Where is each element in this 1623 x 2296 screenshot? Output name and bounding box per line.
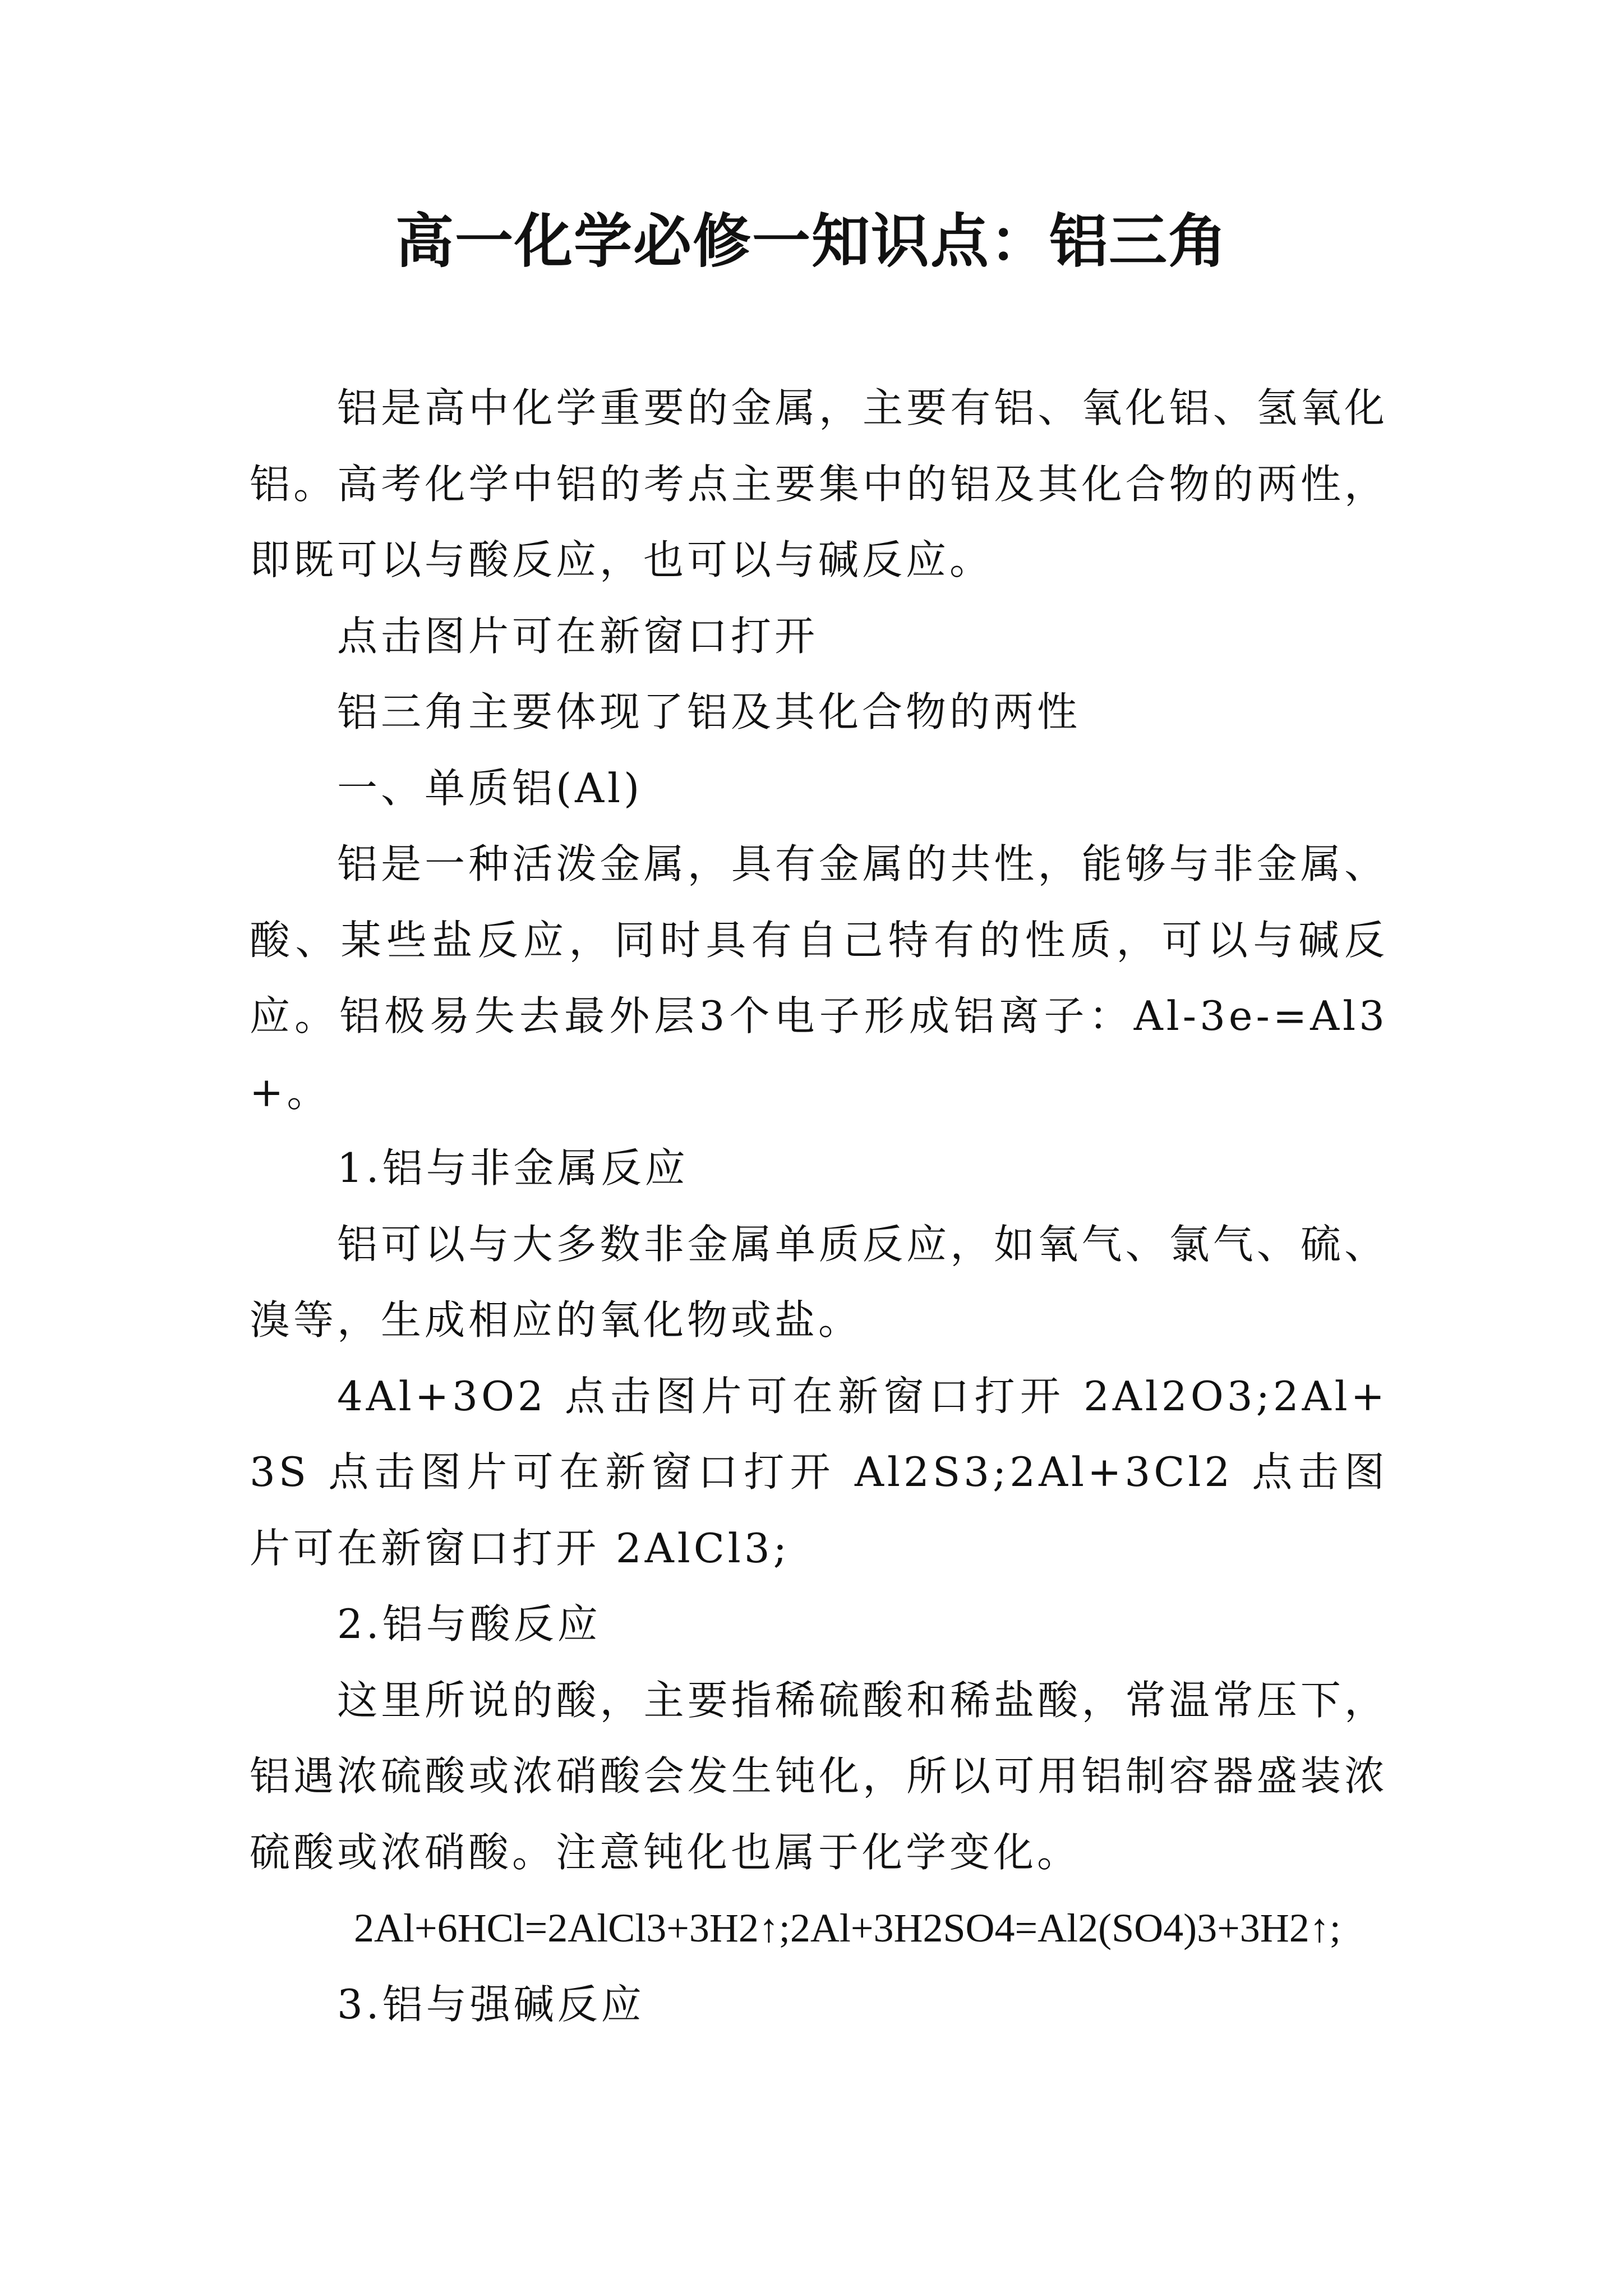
subheading-acid-reaction: 2.铝与酸反应 xyxy=(337,1600,601,1648)
image-caption: 点击图片可在新窗口打开 xyxy=(337,612,819,660)
elemental-aluminum-paragraph: 铝是一种活泼金属，具有金属的共性，能够与非金属、酸、某些盐反应，同时具有自己特有的性质，可以与碱反应。铝极易失去最外层3个电子形成铝离子：Al-3e-=Al3+。 xyxy=(250,840,1388,1116)
acid-reaction-paragraph: 这里所说的酸，主要指稀硫酸和稀盐酸，常温常压下，铝遇浓硫酸或浓硝酸会发生钝化，所以可用铝制容器盛装浓硫酸或浓硝酸。注意钝化也属于化学变化。 xyxy=(250,1676,1388,1876)
intro-paragraph: 铝是高中化学重要的金属，主要有铝、氧化铝、氢氧化铝。高考化学中铝的考点主要集中的铝及其化合物的两性，即既可以与酸反应，也可以与碱反应。 xyxy=(250,384,1388,583)
section-heading-elemental-aluminum: 一、单质铝(Al) xyxy=(337,764,643,812)
subheading-strong-base-reaction: 3.铝与强碱反应 xyxy=(337,1980,645,2028)
acid-reaction-equations: 2Al+6HCl=2AlCl3+3H2↑;2Al+3H2SO4=Al2(SO4)3+3H2↑; xyxy=(354,1906,1341,1950)
subheading-nonmetal-reaction: 1.铝与非金属反应 xyxy=(337,1144,689,1191)
nonmetal-reaction-paragraph: 铝可以与大多数非金属单质反应，如氧气、氯气、硫、溴等，生成相应的氧化物或盐。 xyxy=(250,1220,1388,1343)
aluminum-triangle-note: 铝三角主要体现了铝及其化合物的两性 xyxy=(337,688,1081,735)
document-body xyxy=(250,370,1388,2042)
nonmetal-equations-paragraph: 4Al+3O2 点击图片可在新窗口打开 2Al2O3;2Al+3S 点击图片可在新窗口打开 Al2S3;2Al+3Cl2 点击图片可在新窗口打开 2AlCl3; xyxy=(250,1372,1388,1572)
document-title: 高一化学必修一知识点：铝三角 xyxy=(395,206,1228,275)
